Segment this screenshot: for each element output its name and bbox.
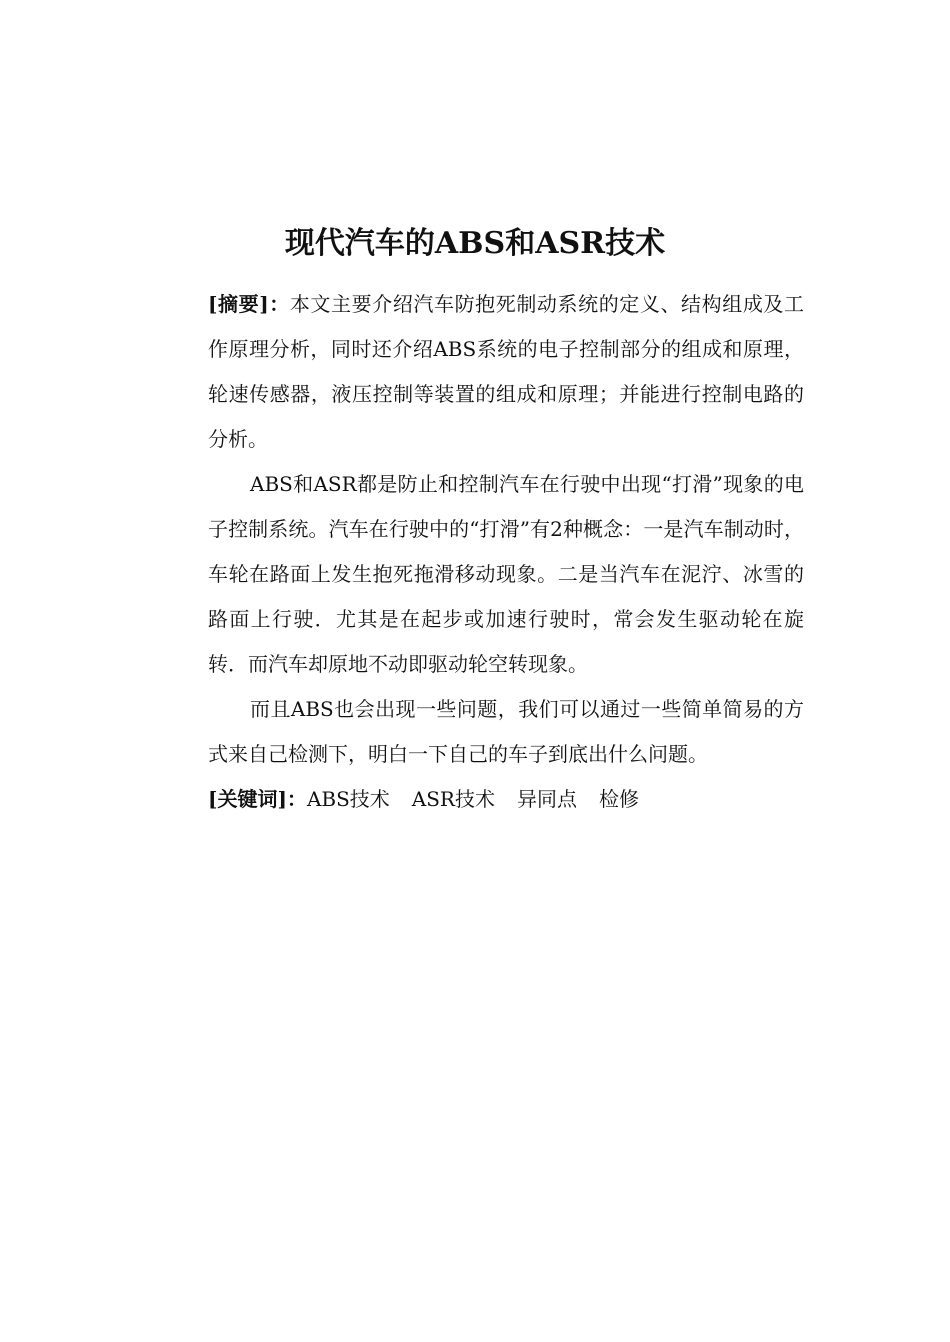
keyword-item: 检修 — [598, 787, 639, 811]
abstract-paragraph — [208, 282, 804, 462]
body-paragraph-2: 而且ABS也会出现一些问题，我们可以通过一些简单简易的方式来自己检测下，明白一下自己的车子到底出什么问题。 — [208, 697, 804, 766]
abstract-label: [摘要]： — [208, 292, 290, 316]
document-title: 现代汽车的ABS和ASR技术 — [284, 226, 666, 261]
body-paragraph-1: ABS和ASR都是防止和控制汽车在行驶中出现“打滑”现象的电子控制系统。汽车在行驶中的“打滑”有2种概念：一是汽车制动时，车轮在路面上发生抱死拖滑移动现象。二是当汽车在泥泞、冰雪的路面上行驶．尤其是在起步或加速行驶时，常会发生驱动轮在旋转．而汽车却原地不动即驱动轮空转现象。 — [208, 472, 804, 676]
keywords-line — [208, 777, 804, 822]
abstract-text: 本文主要介绍汽车防抱死制动系统的定义、结构组成及工作原理分析，同时还介绍ABS系统的电子控制部分的组成和原理，轮速传感器，液压控制等装置的组成和原理；并能进行控制电路的分析。 — [208, 292, 804, 451]
keywords-label: [关键词]： — [208, 787, 307, 811]
keyword-item: ABS技术 — [306, 787, 390, 811]
document-body — [208, 282, 804, 822]
keyword-item: 异同点 — [516, 787, 577, 811]
keyword-item: ASR技术 — [411, 787, 495, 811]
